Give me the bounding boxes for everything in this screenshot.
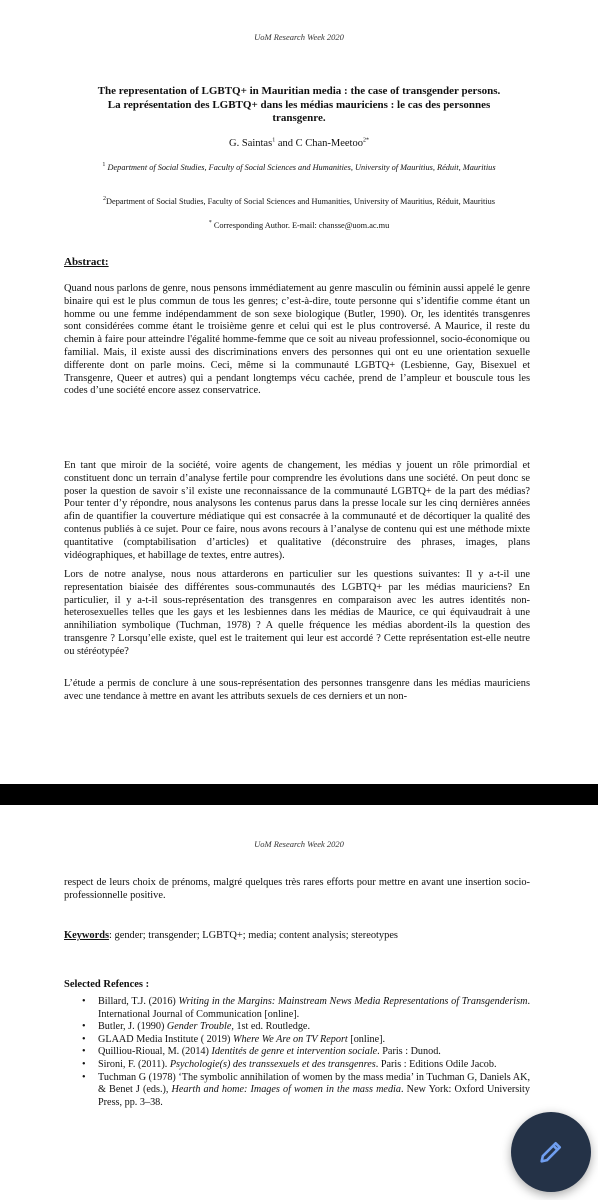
references-heading: Selected Refences : [64, 979, 150, 990]
edit-fab-button[interactable] [511, 1112, 591, 1192]
affiliation-1: $^1$ Department of Social Studies, Faculty of Social Sciences and Humanities, University of Mauritius, Réduit, Mauritius [102, 162, 496, 172]
paper-title [60, 85, 538, 126]
keywords-text: gender; transgender; LGBTQ+; media; content analysis; stereotypes [114, 930, 398, 941]
title-english: The representation of LGBTQ+ in Mauritian media : the case of transgender persons. [97, 85, 501, 97]
keywords-line: Keywords: gender; transgender; LGBTQ+; media; content analysis; stereotypes [64, 930, 398, 941]
keywords-label: Keywords [64, 930, 110, 941]
reference-item: • Quilliou-Rioual, M. (2014) Identités de genre et intervention sociale. Paris : Dunod. [64, 1046, 530, 1059]
reference-item: • Sironi, F. (2011). Psychologie(s) des transsexuels et des transgenres. Paris : Editions Odile Jacob. [64, 1059, 530, 1072]
reference-item: • Tuchman G (1978) ‘The symbolic annihilation of women by the mass media’ in Tuchman G, Daniels AK, & Benet J (eds.), Hearth and home: Images of women in the mass media. New York: Oxford University Press, pp. 3–38. [64, 1072, 530, 1110]
abstract-heading: Abstract: [64, 256, 109, 268]
reference-item: • Butler, J. (1990) Gender Trouble, 1st ed. Routledge. [64, 1021, 530, 1034]
page-header: UoM Research Week 2020 [254, 32, 344, 42]
authors: G. Saintas$^1$ and C Chan-Meetoo$^{2*}$ [229, 137, 369, 149]
reference-item: • Billard, T.J. (2016) Writing in the Margins: Mainstream News Media Representations of Transgenderism. International Journal of Communication [online]. [64, 996, 530, 1021]
author-1: G. Saintas [229, 138, 273, 149]
abstract-paragraph-4: L’étude a permis de conclure à une sous-représentation des personnes transgenre dans les médias mauriciens avec une tendance à mettre en avant les attributs sexuels de ces derniers et un non- [64, 678, 530, 702]
corresponding-author: * Corresponding Author. E-mail: chansse@uom.ac.mu [208, 220, 390, 230]
abstract-paragraph-3: Lors de notre analyse, nous nous attarderons en particulier sur les questions suivantes: Il y a-t-il une representation biaisée des différentes sous-communautés des LGBTQ+ par les médias mauriciens? En particulier, il y a-t-il sous-représentation des transgenres en comparaison avec les autres identités non-heterosexuelles telles que les gays et les lesbiennes dans les médias de Maurice, ce qui équivaudrait à une annihiliation symbolique (Tuchman, 1978) ? A quelle fréquence les médias abordent-ils la question des transgenre ? Lorsqu’elle existe, quel est le traitement qui leur est accordé ? Cette représentation est-elle neutre ou stéréotypée? [64, 569, 530, 657]
reference-item: • GLAAD Media Institute ( 2019) Where We Are on TV Report [online]. [64, 1034, 530, 1047]
page-separator [0, 784, 598, 805]
abstract-paragraph-2: En tant que miroir de la société, voire agents de changement, les médias y jouent un rôle primordial et constituent donc un terrain d’analyse fertile pour comprendre les évolutions dans une société. On peut donc se poser la question de savoir s’il existe une reconnaissance de la communauté LGBTQ+ de la part des médias? Pour tenter d’y répondre, nous analysons les contenus parus dans la presse locale sur les cinq dernières années afin de quantifier la couverture médiatique qui est consacrée à la communauté et de décortiquer la qualité des contenus publiés à ce sujet. Pour ce faire, nous avons recours à l’analyse de contenu qui est une méthode mixte quantitative (comptabilisation d’articles) et qualitative (déconstruire des phrases, images, plans vidéographiques, et habillage de textes, entre autres). [64, 460, 530, 561]
title-french-line1: La représentation des LGBTQ+ dans les médias mauriciens : le cas des personnes [107, 98, 491, 111]
abstract-paragraph-continued: respect de leurs choix de prénoms, malgré quelques très rares efforts pour mettre en avant une insertion socio-professionnelle positive. [64, 877, 530, 901]
title-french-line2: transgenre. [272, 112, 326, 124]
abstract-paragraph-1: Quand nous parlons de genre, nous pensons immédiatement au genre masculin ou féminin aussi appelé le genre binaire qui est le plus commun de tous les genres; c’est-à-dire, toute personne qui s’identifie comme étant un homme ou une femme indépendamment de son sexe biologique (Butler, 1990). Or, les identités transgenres sont considérées comme étant le troisième genre et celui qui est le plus controversé. A Maurice, il reste du chemin à faire pour atteindre l'égalité homme-femme que ce soit au niveau professionnel, socio-économique ou familial. Mais, il existe aussi des discriminations envers des personnes qui ont eu une orientation sexuelle differente dont on parle moins. Ceci, même si la communauté LGBTQ+ (Lesbienne, Gay, Bisexuel et Transgenre, Queer et autres) qui a pendant longtemps vécu cachée, prend de l’ampleur et bouscule tous les codes d’une société encore assez conservatrice. [64, 283, 530, 397]
author-2: and C Chan-Meetoo [275, 138, 363, 149]
affiliation-2: $^2$Department of Social Studies, Faculty of Social Sciences and Humanities, University of Mauritius, Réduit, Mauritius [103, 196, 495, 206]
page-header: UoM Research Week 2020 [254, 839, 344, 849]
edit-pencil-icon [537, 1138, 565, 1166]
references-list [64, 996, 530, 1109]
document-page-2 [0, 805, 598, 1200]
